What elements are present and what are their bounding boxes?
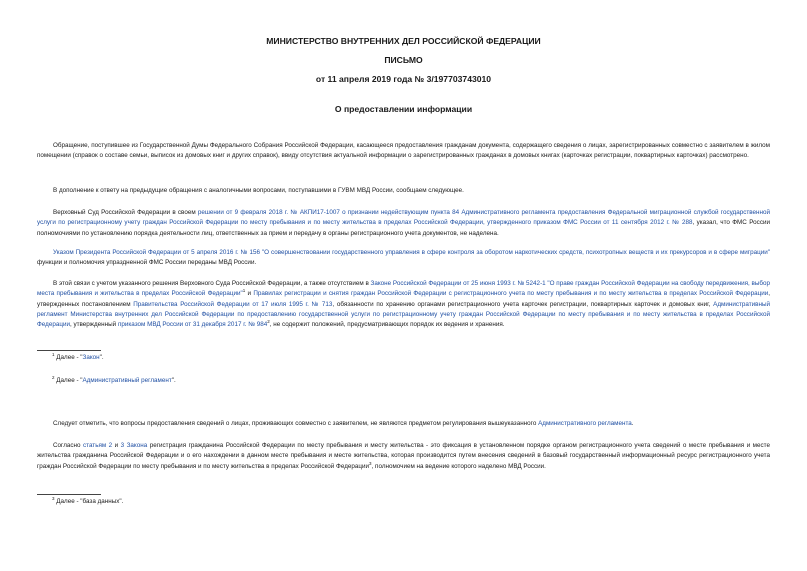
text-fragment: Следует отметить, что вопросы предоставления сведений о лицах, проживающих совместно с заявителем, не являются предметом регулирования вышеуказанного xyxy=(53,420,539,427)
link-court-decision[interactable]: решении от 9 февраля 2018 г. № АКПИ17-1007 о признании недействующим пункта 84 Административного регламента предоставления Федеральной миграционной службой государственной услуги по регистрационному учету граждан Российской Федерации по месту пребывания и по месту жительства в пределах Российской Федерации, утвержденного приказом ФМС России от 11 сентября 2012 г. № 288 xyxy=(37,209,770,227)
paragraph-supreme-court xyxy=(37,208,770,239)
document-type: ПИСЬМО xyxy=(384,55,423,65)
footnote-2 xyxy=(52,376,176,386)
link-presidential-decree[interactable]: Указом Президента Российской Федерации от 5 апреля 2016 г. № 156 "О совершенствовании государственного управления в сфере контроля за оборотом наркотических средств, психотропных веществ и их прекурсоров и в сфере миграции" xyxy=(53,249,770,256)
footnote-ref-3[interactable]: 3 xyxy=(369,460,372,466)
text-fragment: ". xyxy=(99,354,104,361)
link-admin-regulation[interactable]: Административный регламент Министерства внутренних дел Российской Федерации по предоставлению государственной услуги по регистрационному учету граждан Российской Федерации по месту пребывания и по месту жительства в пределах Российской Федерации xyxy=(37,300,771,329)
footnote-divider xyxy=(37,350,101,351)
document-date-number: от 11 апреля 2019 года № 3/197703743010 xyxy=(315,74,492,84)
text-fragment: В этой связи с учетом указанного решения Верховного Суда Российской Федерации, а также отсутствием в xyxy=(53,280,371,287)
text-fragment: Далее - " xyxy=(54,354,83,361)
text-fragment: функции и полномочия упраздненной ФМС России переданы МВД России. xyxy=(37,259,257,267)
paragraph-registration-definition xyxy=(37,441,770,472)
paragraph-presidential-decree xyxy=(37,248,770,269)
link-government-resolution-713[interactable]: Правительства Российской Федерации от 17 июля 1995 г. № 713 xyxy=(133,300,333,308)
footnote-ref-2[interactable]: 2 xyxy=(267,319,270,325)
paragraph-note xyxy=(37,419,770,429)
text-fragment: и xyxy=(245,290,254,298)
paragraph-addition: В дополнение к ответу на предыдущие обращения с аналогичными вопросами, поступавшими в ГУВМ МВД России, сообщаем следующее. xyxy=(53,187,464,194)
link-registration-rules[interactable]: Правилах регистрации и снятия граждан Российской Федерации с регистрационного учета по месту пребывания и по месту жительства в пределах Российской Федерации xyxy=(253,290,769,298)
text-fragment: Далее - "база данных". xyxy=(54,498,124,505)
ministry-title: МИНИСТЕРСТВО ВНУТРЕННИХ ДЕЛ РОССИЙСКОЙ ФЕДЕРАЦИИ xyxy=(266,36,541,46)
text-fragment: . xyxy=(631,420,634,427)
text-fragment: Верховный Суд Российской Федерации в своем xyxy=(53,209,198,216)
text-fragment: , не содержит положений, предусматривающих порядок их ведения и хранения. xyxy=(269,321,505,329)
footnote-divider xyxy=(37,494,101,495)
text-fragment: , полномочием на ведение которого наделено МВД России. xyxy=(371,462,546,470)
footnote-1 xyxy=(52,353,104,363)
text-fragment: ". xyxy=(171,377,176,384)
text-fragment: Далее - " xyxy=(54,377,83,384)
footnote-mark: 3 xyxy=(52,495,55,501)
document-subject: О предоставлении информации xyxy=(334,104,473,114)
footnote-mark: 1 xyxy=(52,351,55,357)
text-fragment: , указал, что ФМС России полномочиями по установлению порядка деятельности лиц, ответственных за прием и передачу в органы регистрационного учета документов, не наделена. xyxy=(37,219,770,237)
text-fragment: регистрация гражданина Российской Федерации по месту пребывания и месту жительства - это фиксация в установленном порядке органом регистрационного учета сведений о месте пребывания и месте жительства гражданина Российской Федерации и о его нахождении в данном месте пребывания и месте жительства, которая производится путем внесения сведений в базовый государственный информационный ресурс регистрационного учета граждан Российской Федерации по месту пребывания и по месту жительства в пределах Российской Федерации xyxy=(37,442,770,470)
footnote-mark: 2 xyxy=(52,374,55,380)
footnote-ref-1[interactable]: 1 xyxy=(242,288,246,294)
footnote-3 xyxy=(52,497,123,507)
link-admin-regulation-2[interactable]: Административного регламента xyxy=(538,420,632,427)
text-fragment: Согласно xyxy=(53,442,83,449)
paragraph-in-this-regard xyxy=(37,279,770,330)
link-article-2[interactable]: статьям 2 xyxy=(82,442,113,449)
text-fragment: , утвержденных постановлением xyxy=(37,290,770,308)
link-mvd-order-984[interactable]: приказом МВД России от 31 декабря 2017 г. № 984 xyxy=(117,321,268,329)
link-article-3-law[interactable]: 3 Закона xyxy=(120,442,148,449)
link-footnote-law[interactable]: Закон xyxy=(82,354,100,361)
link-law-5242-1[interactable]: Законе Российской Федерации от 25 июня 1993 г. № 5242-1 "О праве граждан Российской Федерации на свободу передвижения, выбор места пребывания и жительства в пределах Российской Федерации" xyxy=(37,280,770,298)
text-fragment: , обязанности по хранению органами регистрационного учета карточек регистрации, поквартирных карточек и домовых книг, xyxy=(332,300,714,308)
text-fragment: и xyxy=(112,442,121,449)
paragraph-appeal: Обращение, поступившее из Государственной Думы Федерального Собрания Российской Федерации, касающееся предоставления гражданам документа, содержащего сведения о лицах, зарегистрированных совместно с заявителем в жилом помещении (справок о составе семьи, выписок из домовых книг и других справок), ввиду отсутствия актуальной информации о зарегистрированных гражданах в домовых книгах (карточках регистрации, поквартирных карточках) рассмотрено. xyxy=(37,142,770,160)
text-fragment: , утвержденный xyxy=(69,321,118,329)
link-footnote-admin-regulation[interactable]: Административный регламент xyxy=(82,377,172,384)
